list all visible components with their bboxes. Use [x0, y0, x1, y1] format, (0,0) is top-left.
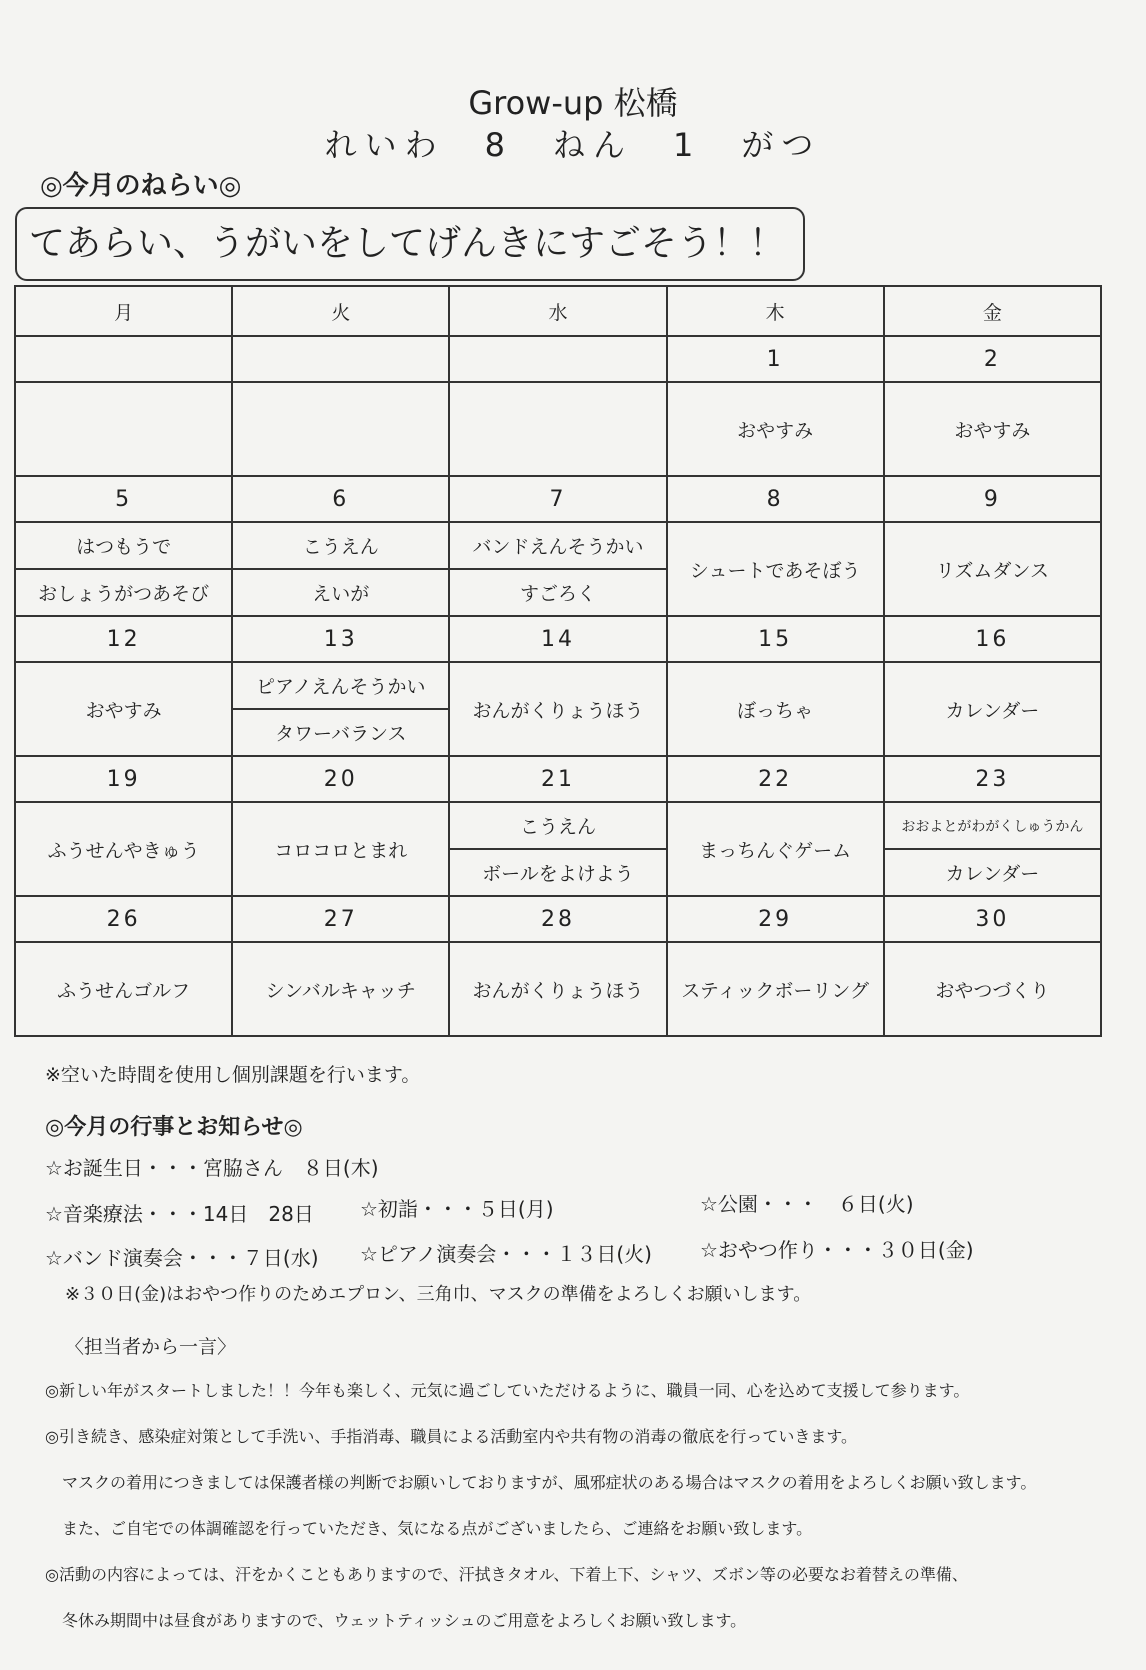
date-cell: 9	[884, 476, 1101, 522]
activity-label: えいが	[312, 583, 370, 605]
activity-label: こうえん	[450, 803, 665, 850]
activity-label: タワーバランス	[275, 723, 407, 745]
activity-row	[15, 942, 1101, 1036]
activity-label: カレンダー	[945, 863, 1040, 885]
activity-cell: おんがくりょうほう	[449, 662, 666, 756]
date-cell: 29	[667, 896, 884, 942]
message-line: ◎活動の内容によっては、汗をかくこともありますので、汗拭きタオル、下着上下、シャツ、ズボン等の必要なお着替えの準備、	[45, 1565, 968, 1584]
event-item: ☆お誕生日・・・宮脇さん ８日(木)	[45, 1156, 379, 1180]
activity-cell: まっちんぐゲーム	[667, 802, 884, 896]
date-cell: 30	[884, 896, 1101, 942]
activity-cell: ふうせんやきゅう	[15, 802, 232, 896]
date-cell: 1	[667, 336, 884, 382]
date-cell: 26	[15, 896, 232, 942]
events-heading: ◎今月の行事とお知らせ◎	[45, 1115, 303, 1140]
event-item: ☆おやつ作り・・・３０日(金)	[700, 1238, 974, 1262]
activity-cell: おやつづくり	[884, 942, 1101, 1036]
activity-cell	[884, 802, 1101, 896]
calendar-table	[14, 285, 1102, 1037]
event-item: ☆バンド演奏会・・・７日(水)	[45, 1246, 319, 1270]
activity-cell	[232, 382, 449, 476]
document-title: Grow-up 松橋	[468, 84, 678, 122]
activity-label: ボールをよけよう	[482, 863, 634, 885]
date-row	[15, 896, 1101, 942]
activity-cell	[15, 382, 232, 476]
date-cell: 28	[449, 896, 666, 942]
activity-cell: おやすみ	[15, 662, 232, 756]
activity-cell: シュートであそぼう	[667, 522, 884, 616]
date-cell: 13	[232, 616, 449, 662]
date-cell: 21	[449, 756, 666, 802]
date-cell: 12	[15, 616, 232, 662]
date-cell: 20	[232, 756, 449, 802]
event-item: ☆公園・・・ ６日(火)	[700, 1192, 914, 1216]
activity-label: ピアノえんそうかい	[233, 663, 448, 710]
weekday-header: 木	[667, 286, 884, 336]
activity-split	[450, 803, 665, 895]
date-cell	[232, 336, 449, 382]
date-row	[15, 336, 1101, 382]
date-row	[15, 476, 1101, 522]
date-cell: 22	[667, 756, 884, 802]
message-line: ◎引き続き、感染症対策として手洗い、手指消毒、職員による活動室内や共有物の消毒の徹底を行っていきます。	[45, 1427, 858, 1446]
message-heading: 〈担当者から一言〉	[65, 1336, 237, 1358]
activity-label: はつもうで	[16, 523, 231, 570]
activity-cell	[449, 382, 666, 476]
activity-cell: リズムダンス	[884, 522, 1101, 616]
activity-label: おしょうがつあそび	[38, 583, 210, 605]
events-note: ※３０日(金)はおやつ作りのためエプロン、三角巾、マスクの準備をよろしくお願いします。	[65, 1284, 812, 1305]
message-line: また、ご自宅での体調確認を行っていただき、気になる点がございましたら、ご連絡をお願い致します。	[62, 1519, 813, 1538]
activity-row	[15, 522, 1101, 616]
activity-cell: カレンダー	[884, 662, 1101, 756]
activity-cell: ふうせんゴルフ	[15, 942, 232, 1036]
weekday-header: 月	[15, 286, 232, 336]
goal-box: てあらい、うがいをしてげんきにすごそう！！	[15, 207, 805, 281]
date-cell	[15, 336, 232, 382]
activity-label: バンドえんそうかい	[450, 523, 665, 570]
activity-cell: スティックボーリング	[667, 942, 884, 1036]
message-line: マスクの着用につきましては保護者様の判断でお願いしておりますが、風邪症状のある場合はマスクの着用をよろしくお願い致します。	[62, 1473, 1037, 1492]
weekday-header: 金	[884, 286, 1101, 336]
goal-label: ◎今月のねらい◎	[40, 171, 242, 201]
activity-cell: シンバルキャッチ	[232, 942, 449, 1036]
date-cell: 15	[667, 616, 884, 662]
activity-split	[885, 803, 1100, 895]
activity-split	[233, 523, 448, 615]
activity-row	[15, 382, 1101, 476]
date-cell: 14	[449, 616, 666, 662]
activity-cell	[232, 662, 449, 756]
event-item: ☆ピアノ演奏会・・・１３日(火)	[360, 1242, 652, 1266]
date-cell: 7	[449, 476, 666, 522]
weekday-header: 火	[232, 286, 449, 336]
activity-cell	[232, 522, 449, 616]
activity-row	[15, 802, 1101, 896]
activity-split	[16, 523, 231, 615]
activity-label: こうえん	[233, 523, 448, 570]
activity-cell	[15, 522, 232, 616]
message-line: 冬休み期間中は昼食がありますので、ウェットティッシュのご用意をよろしくお願い致します。	[62, 1611, 747, 1630]
date-cell: 16	[884, 616, 1101, 662]
activity-split	[450, 523, 665, 615]
activity-cell: コロコロとまれ	[232, 802, 449, 896]
date-cell: 2	[884, 336, 1101, 382]
event-item: ☆音楽療法・・・14日 28日	[45, 1202, 314, 1226]
event-item: ☆初詣・・・５日(月)	[360, 1197, 554, 1221]
activity-split	[233, 663, 448, 755]
activity-label: すごろく	[519, 583, 596, 605]
document-subtitle: れいわ 8 ねん 1 がつ	[324, 126, 822, 164]
weekday-header: 水	[449, 286, 666, 336]
date-cell: 6	[232, 476, 449, 522]
activity-row	[15, 662, 1101, 756]
date-cell: 5	[15, 476, 232, 522]
date-cell: 27	[232, 896, 449, 942]
activity-cell: おんがくりょうほう	[449, 942, 666, 1036]
activity-cell: おやすみ	[667, 382, 884, 476]
calendar-note: ※空いた時間を使用し個別課題を行います。	[45, 1064, 421, 1086]
date-cell: 8	[667, 476, 884, 522]
date-cell: 23	[884, 756, 1101, 802]
activity-cell	[449, 522, 666, 616]
activity-cell	[449, 802, 666, 896]
date-cell: 19	[15, 756, 232, 802]
weekday-row	[15, 286, 1101, 336]
date-row	[15, 756, 1101, 802]
activity-cell: おやすみ	[884, 382, 1101, 476]
date-cell	[449, 336, 666, 382]
activity-label: おおよとがわがくしゅうかん	[885, 803, 1100, 850]
date-row	[15, 616, 1101, 662]
message-line: ◎新しい年がスタートしました！！今年も楽しく、元気に過ごしていただけるように、職員一同、心を込めて支援して参ります。	[45, 1381, 970, 1400]
activity-cell: ぼっちゃ	[667, 662, 884, 756]
